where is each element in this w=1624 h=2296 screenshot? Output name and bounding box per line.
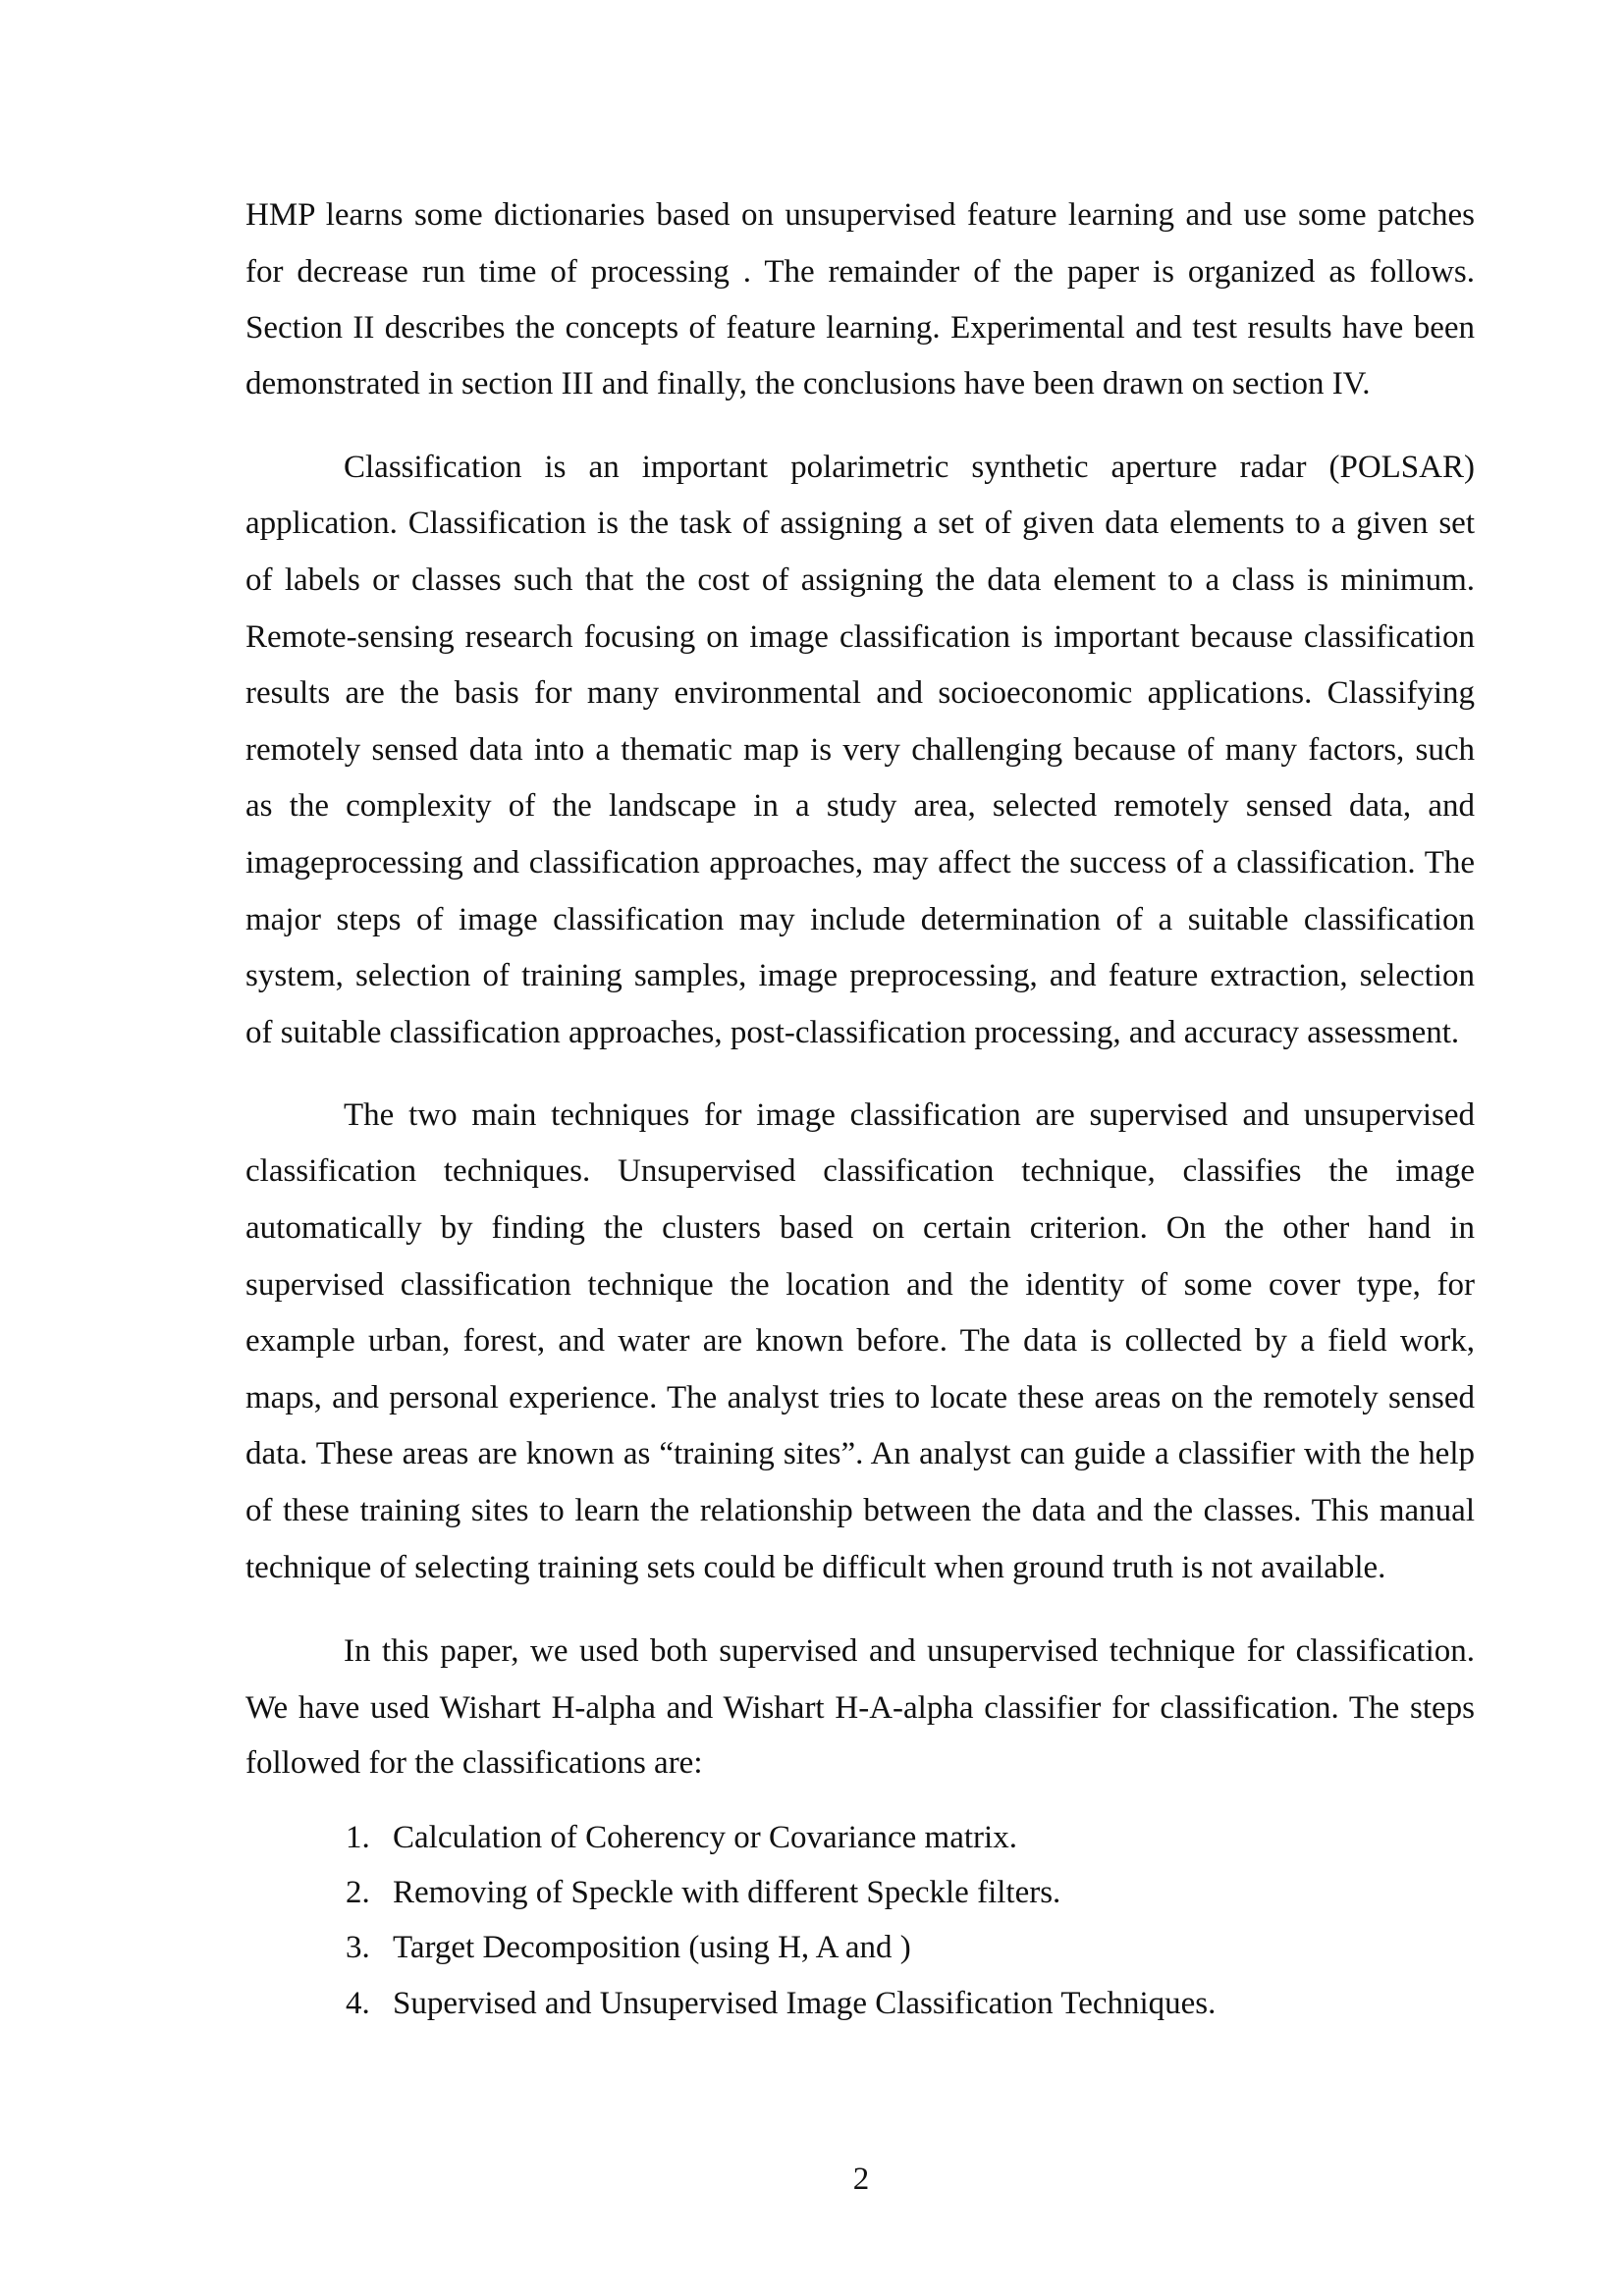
list-text: Target Decomposition (using H, A and ) bbox=[393, 1930, 911, 1965]
text-line: In this paper, we used both supervised and unsupervised technique for classification. bbox=[344, 1633, 1475, 1669]
text-line: of suitable classification approaches, post-classification processing, and accuracy assessment. bbox=[245, 1015, 1460, 1050]
text-line: supervised classification technique the location and the identity of some cover type, for bbox=[245, 1267, 1475, 1303]
text-line: We have used Wishart H-alpha and Wishart H-A-alpha classifier for classification. The steps bbox=[245, 1690, 1475, 1726]
list-text: Removing of Speckle with different Speckle filters. bbox=[393, 1875, 1061, 1910]
text-line: for decrease run time of processing . The remainder of the paper is organized as follows. bbox=[245, 254, 1475, 290]
text-line: of these training sites to learn the relationship between the data and the classes. This manual bbox=[245, 1493, 1475, 1528]
list-item bbox=[346, 1874, 1060, 1911]
list-number: 1. bbox=[346, 1820, 370, 1855]
text-line: remotely sensed data into a thematic map is very challenging because of many factors, such bbox=[245, 732, 1475, 768]
list-item bbox=[346, 1819, 1017, 1856]
list-text: Supervised and Unsupervised Image Classification Techniques. bbox=[393, 1986, 1217, 2021]
text-line: of labels or classes such that the cost of assigning the data element to a class is minimum. bbox=[245, 562, 1475, 598]
text-line: maps, and personal experience. The analyst tries to locate these areas on the remotely sensed bbox=[245, 1380, 1475, 1415]
text-line: classification techniques. Unsupervised classification technique, classifies the image bbox=[245, 1153, 1475, 1189]
text-line: automatically by finding the clusters based on certain criterion. On the other hand in bbox=[245, 1210, 1475, 1246]
text-line: Classification is an important polarimetric synthetic aperture radar (POLSAR) bbox=[344, 450, 1475, 485]
list-item bbox=[346, 1929, 911, 1966]
text-line: technique of selecting training sets could be difficult when ground truth is not available. bbox=[245, 1550, 1386, 1585]
text-line: HMP learns some dictionaries based on unsupervised feature learning and use some patches bbox=[245, 197, 1475, 233]
text-line: The two main techniques for image classification are supervised and unsupervised bbox=[344, 1097, 1475, 1133]
text-line: Section II describes the concepts of feature learning. Experimental and test results have been bbox=[245, 310, 1475, 346]
text-line: Remote-sensing research focusing on image classification is important because classification bbox=[245, 619, 1475, 655]
text-line: demonstrated in section III and finally, the conclusions have been drawn on section IV. bbox=[245, 366, 1371, 401]
list-number: 4. bbox=[346, 1986, 370, 2021]
list-item bbox=[346, 1985, 1216, 2022]
list-number: 3. bbox=[346, 1930, 370, 1965]
text-line: imageprocessing and classification approaches, may affect the success of a classification. The bbox=[245, 845, 1475, 881]
text-line: application. Classification is the task of assigning a set of given data elements to a given set bbox=[245, 506, 1475, 541]
list-text: Calculation of Coherency or Covariance matrix. bbox=[393, 1820, 1017, 1855]
text-line: system, selection of training samples, image preprocessing, and feature extraction, selection bbox=[245, 958, 1475, 993]
page-number: 2 bbox=[852, 2162, 870, 2197]
text-line: followed for the classifications are: bbox=[245, 1745, 703, 1781]
text-line: major steps of image classification may include determination of a suitable classification bbox=[245, 902, 1475, 937]
list-number: 2. bbox=[346, 1875, 370, 1910]
text-line: example urban, forest, and water are known before. The data is collected by a field work, bbox=[245, 1323, 1475, 1359]
text-line: data. These areas are known as “training sites”. An analyst can guide a classifier with the help bbox=[245, 1436, 1475, 1471]
text-line: results are the basis for many environmental and socioeconomic applications. Classifying bbox=[245, 675, 1475, 711]
text-line: as the complexity of the landscape in a study area, selected remotely sensed data, and bbox=[245, 788, 1475, 824]
